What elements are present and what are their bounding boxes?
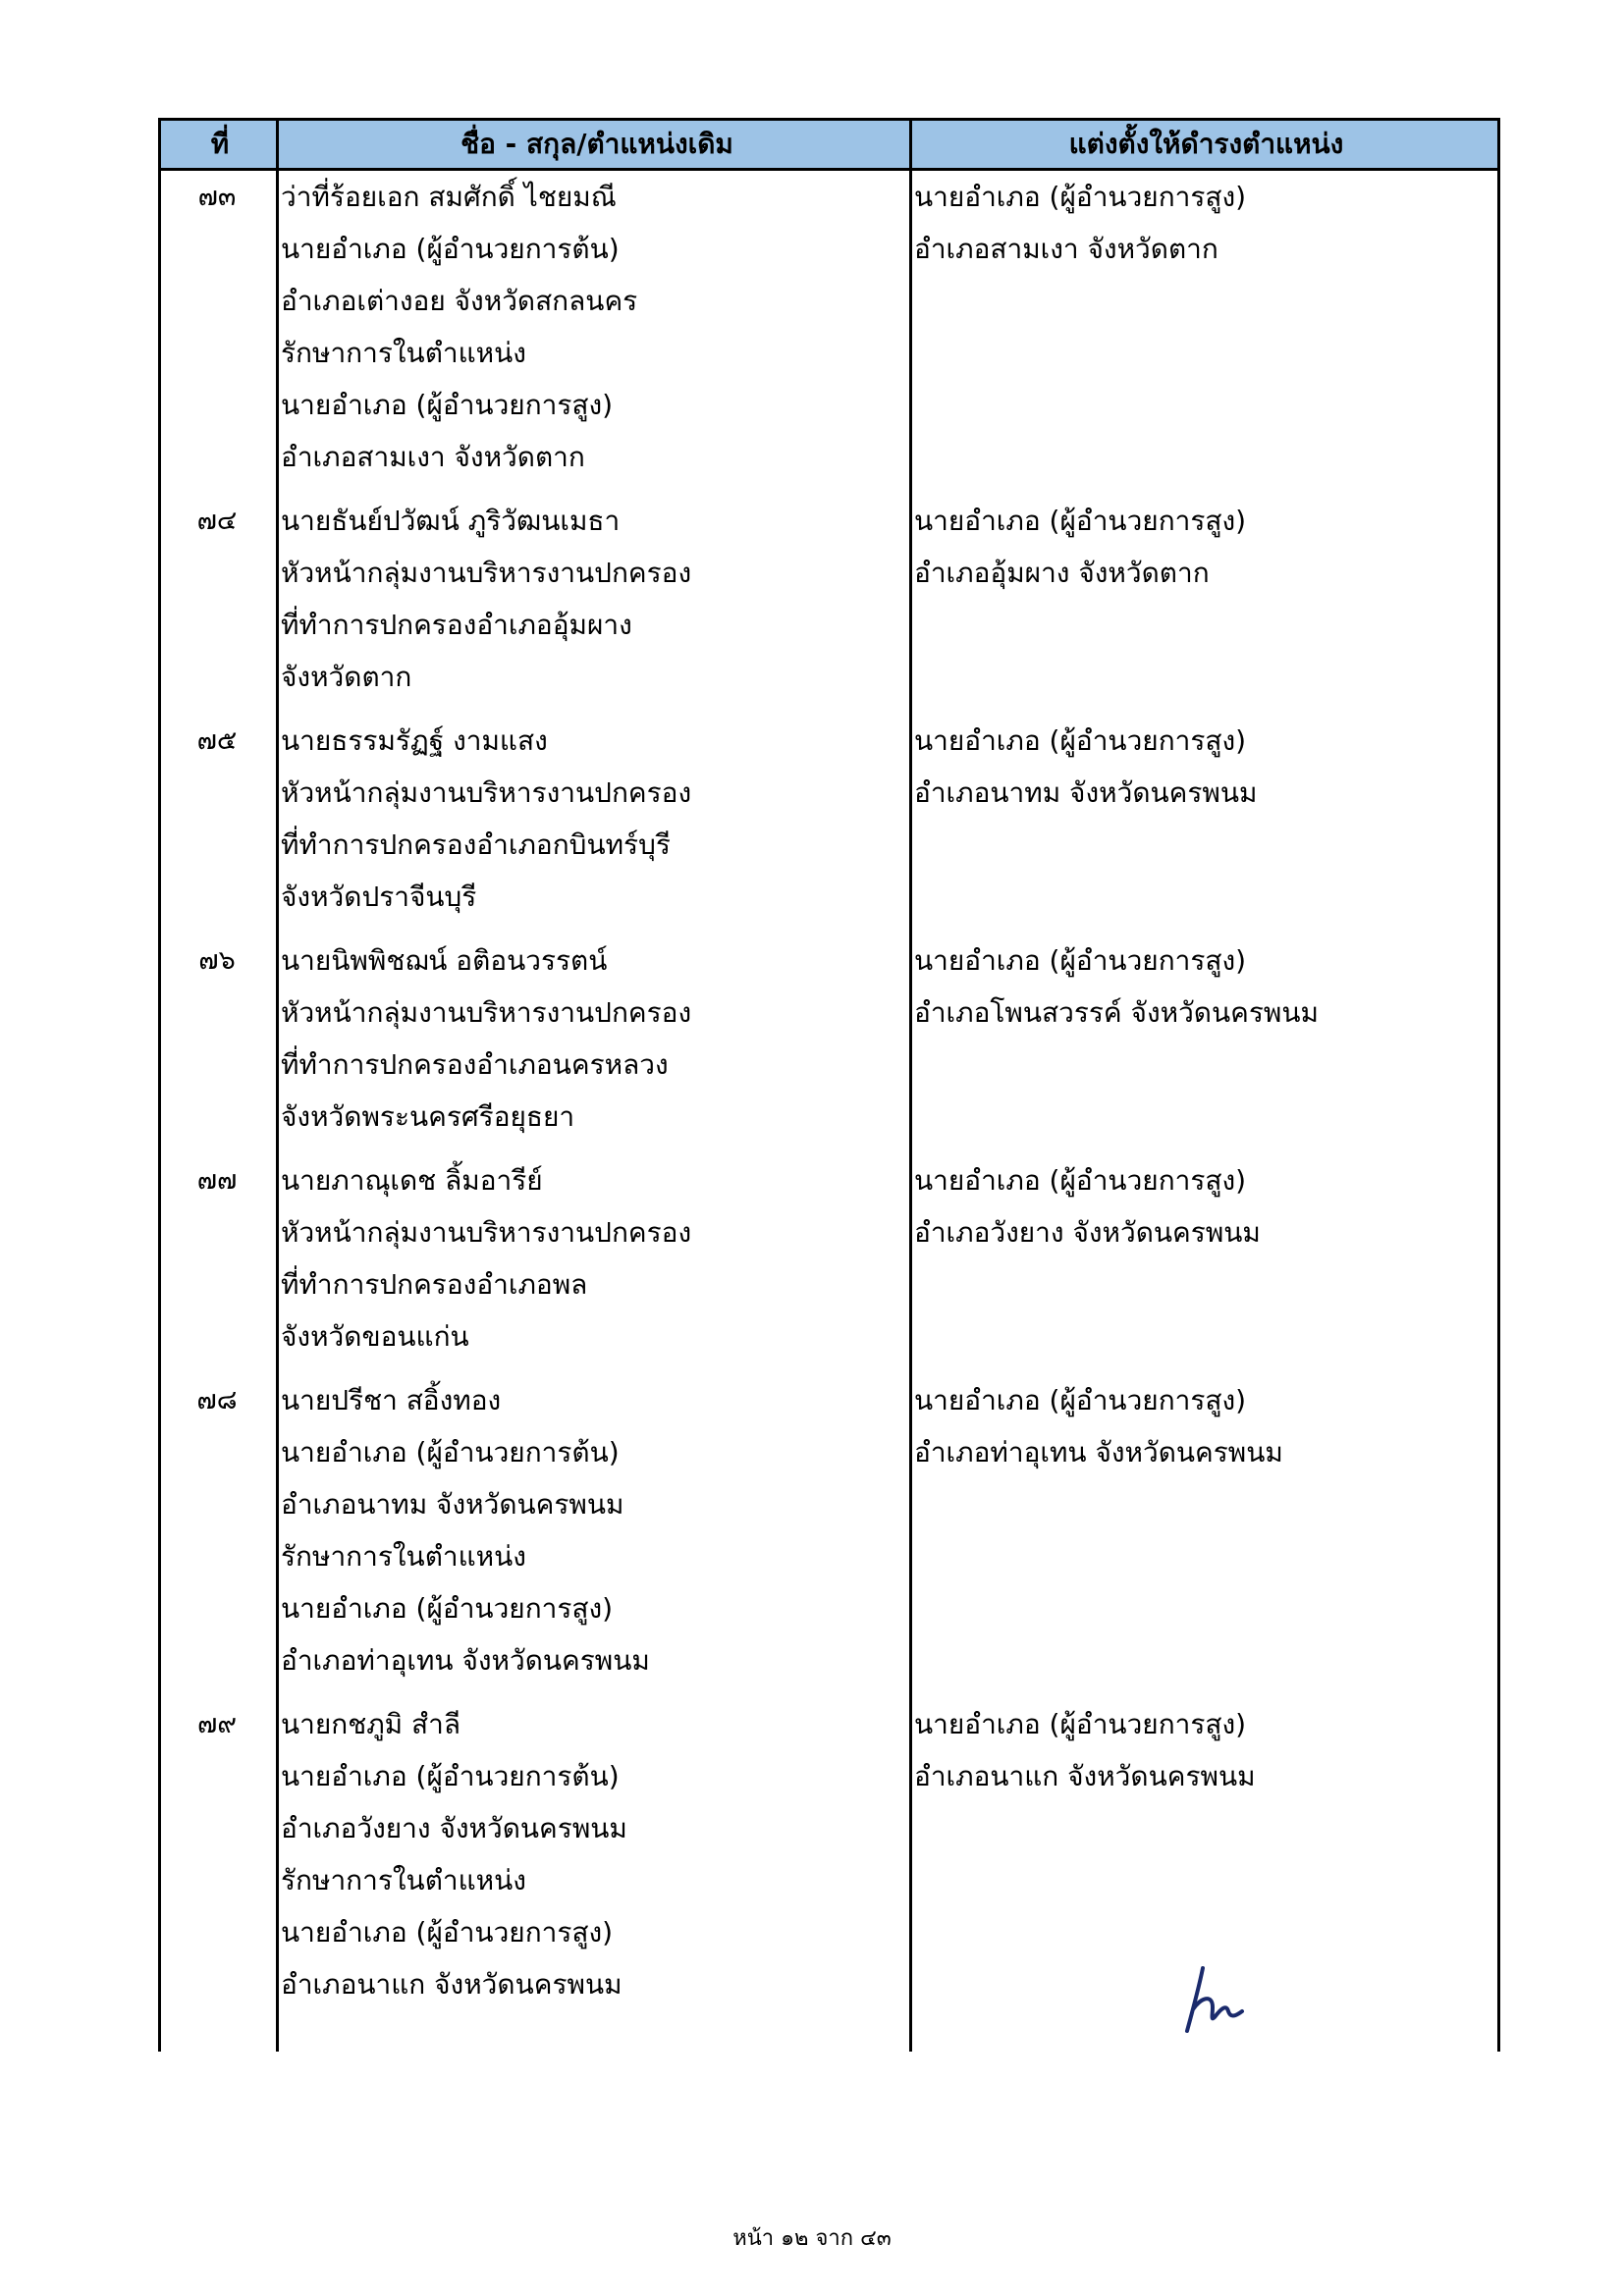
current-position-line: นายอำเภอ (ผู้อำนวยการสูง) xyxy=(281,389,614,421)
header-number: ที่ xyxy=(210,128,230,160)
current-position-line: จังหวัดขอนแก่น xyxy=(281,1320,469,1353)
current-position-cell xyxy=(281,1698,791,2010)
current-position-line: อำเภอสามเงา จังหวัดตาก xyxy=(281,441,585,473)
current-position-cell xyxy=(281,934,791,1143)
appointed-position-line: อำเภออุ้มผาง จังหวัดตาก xyxy=(914,557,1210,589)
appointed-position-cell xyxy=(914,495,1493,599)
current-position-line: ว่าที่ร้อยเอก สมศักดิ์ ไชยมณี xyxy=(281,181,617,213)
appointed-position-line: นายอำเภอ (ผู้อำนวยการสูง) xyxy=(914,724,1247,757)
row-number: ๗๘ xyxy=(196,1385,238,1415)
row-number: ๗๓ xyxy=(197,182,237,212)
current-position-line: หัวหน้ากลุ่มงานบริหารงานปกครอง xyxy=(281,776,692,809)
table-border-right xyxy=(1497,118,1500,2052)
current-position-line: นายธรรมรัฏฐ์ งามแสง xyxy=(281,724,548,757)
current-position-cell xyxy=(281,1154,791,1362)
appointed-position-line: อำเภอวังยาง จังหวัดนครพนม xyxy=(914,1216,1261,1249)
appointed-position-cell xyxy=(914,1374,1493,1478)
current-position-line: หัวหน้ากลุ่มงานบริหารงานปกครอง xyxy=(281,1216,692,1249)
appointed-position-line: อำเภอสามเงา จังหวัดตาก xyxy=(914,233,1218,265)
current-position-line: นายธันย์ปวัฒน์ ภูริวัฒนเมธา xyxy=(281,505,621,537)
row-number: ๗๙ xyxy=(196,1709,238,1739)
column-divider-2 xyxy=(909,118,912,2052)
current-position-line: นายกชภูมิ สำลี xyxy=(281,1708,461,1740)
appointed-position-line: นายอำเภอ (ผู้อำนวยการสูง) xyxy=(914,1384,1247,1416)
current-position-line: อำเภอนาทม จังหวัดนครพนม xyxy=(281,1488,624,1521)
appointed-position-cell xyxy=(914,1698,1493,1802)
current-position-line: รักษาการในตำแหน่ง xyxy=(281,1540,526,1573)
current-position-line: อำเภอท่าอุเทน จังหวัดนครพนม xyxy=(281,1644,650,1677)
appointment-table xyxy=(158,118,1500,2052)
appointed-position-line: นายอำเภอ (ผู้อำนวยการสูง) xyxy=(914,1164,1247,1197)
table-header xyxy=(158,118,1500,171)
current-position-line: นายภาณุเดช ลิ้มอารีย์ xyxy=(281,1164,543,1197)
appointed-position-line: นายอำเภอ (ผู้อำนวยการสูง) xyxy=(914,944,1247,977)
current-position-line: นายอำเภอ (ผู้อำนวยการสูง) xyxy=(281,1592,614,1625)
column-divider-1 xyxy=(276,118,279,2052)
current-position-line: นายอำเภอ (ผู้อำนวยการต้น) xyxy=(281,1760,620,1792)
current-position-line: นายอำเภอ (ผู้อำนวยการต้น) xyxy=(281,1436,620,1468)
current-position-cell xyxy=(281,715,791,923)
appointed-position-cell xyxy=(914,934,1493,1039)
current-position-line: ที่ทำการปกครองอำเภอนครหลวง xyxy=(281,1048,669,1081)
current-position-line: ที่ทำการปกครองอำเภอพล xyxy=(281,1268,588,1301)
current-position-line: นายปรีชา สอิ้งทอง xyxy=(281,1384,502,1416)
current-position-line: จังหวัดพระนครศรีอยุธยา xyxy=(281,1100,575,1133)
header-current-position: ชื่อ - สกุล/ตำแหน่งเดิม xyxy=(460,128,733,160)
current-position-line: รักษาการในตำแหน่ง xyxy=(281,337,526,369)
current-position-cell xyxy=(281,1374,791,1686)
row-number: ๗๔ xyxy=(196,506,238,536)
current-position-line: หัวหน้ากลุ่มงานบริหารงานปกครอง xyxy=(281,996,692,1029)
current-position-line: ที่ทำการปกครองอำเภออุ้มผาง xyxy=(281,609,632,641)
appointed-position-line: นายอำเภอ (ผู้อำนวยการสูง) xyxy=(914,181,1247,213)
current-position-cell xyxy=(281,171,791,483)
signature-mark xyxy=(1183,1958,1262,2037)
appointed-position-line: อำเภอนาแก จังหวัดนครพนม xyxy=(914,1760,1256,1792)
appointed-position-line: นายอำเภอ (ผู้อำนวยการสูง) xyxy=(914,505,1247,537)
current-position-line: อำเภอเต่างอย จังหวัดสกลนคร xyxy=(281,285,638,317)
current-position-line: หัวหน้ากลุ่มงานบริหารงานปกครอง xyxy=(281,557,692,589)
current-position-cell xyxy=(281,495,791,703)
current-position-line: นายอำเภอ (ผู้อำนวยการสูง) xyxy=(281,1916,614,1949)
appointed-position-cell xyxy=(914,171,1493,275)
table-border-left xyxy=(158,118,161,2052)
appointed-position-cell xyxy=(914,715,1493,819)
current-position-line: นายอำเภอ (ผู้อำนวยการต้น) xyxy=(281,233,620,265)
current-position-line: จังหวัดตาก xyxy=(281,661,412,693)
header-appointed-position: แต่งตั้งให้ดำรงตำแหน่ง xyxy=(1068,128,1344,160)
current-position-line: ที่ทำการปกครองอำเภอกบินทร์บุรี xyxy=(281,828,671,861)
row-number: ๗๗ xyxy=(196,1165,238,1196)
page-number: หน้า ๑๒ จาก ๔๓ xyxy=(732,2226,892,2251)
appointed-position-cell xyxy=(914,1154,1493,1258)
appointed-position-line: อำเภอท่าอุเทน จังหวัดนครพนม xyxy=(914,1436,1283,1468)
appointed-position-line: อำเภอนาทม จังหวัดนครพนม xyxy=(914,776,1258,809)
row-number: ๗๖ xyxy=(198,945,236,976)
current-position-line: รักษาการในตำแหน่ง xyxy=(281,1864,526,1896)
row-number: ๗๕ xyxy=(196,725,238,756)
current-position-line: อำเภอนาแก จังหวัดนครพนม xyxy=(281,1968,623,2001)
current-position-line: จังหวัดปราจีนบุรี xyxy=(281,881,477,913)
current-position-line: อำเภอวังยาง จังหวัดนครพนม xyxy=(281,1812,627,1844)
appointed-position-line: อำเภอโพนสวรรค์ จังหวัดนครพนม xyxy=(914,996,1319,1029)
current-position-line: นายนิพพิชฌน์ อติอนวรรตน์ xyxy=(281,944,608,977)
appointed-position-line: นายอำเภอ (ผู้อำนวยการสูง) xyxy=(914,1708,1247,1740)
